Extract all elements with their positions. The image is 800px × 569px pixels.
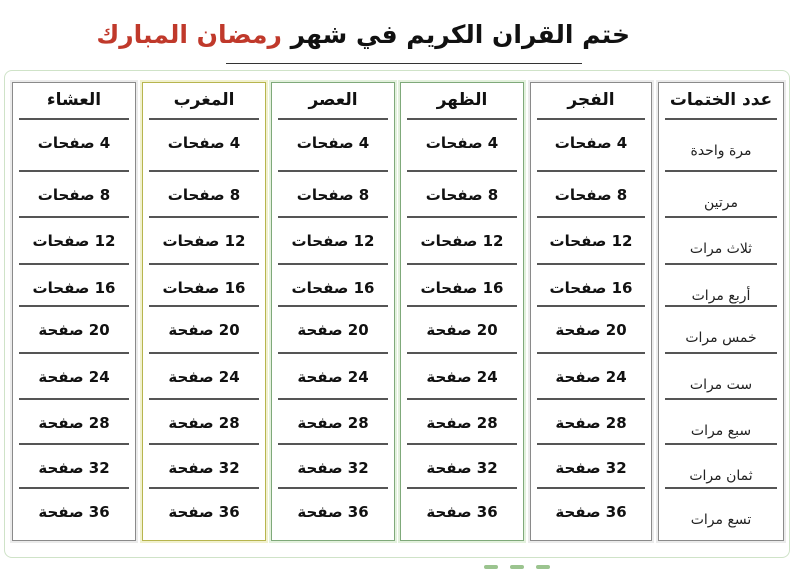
column-asr bbox=[271, 82, 395, 541]
row-divider bbox=[665, 487, 777, 489]
row-label: مرتين bbox=[704, 195, 739, 211]
table-cell: 4 صفحات bbox=[37, 134, 111, 152]
row-divider bbox=[537, 170, 645, 172]
table-cell: 16 صفحات bbox=[420, 279, 504, 297]
table-cell: 32 صفحة bbox=[168, 459, 240, 477]
row-divider bbox=[19, 305, 129, 307]
row-divider bbox=[665, 352, 777, 354]
row-divider bbox=[407, 487, 517, 489]
row-divider bbox=[665, 216, 777, 218]
row-divider bbox=[149, 487, 259, 489]
row-divider bbox=[278, 305, 388, 307]
table-cell: 4 صفحات bbox=[425, 134, 499, 152]
row-divider bbox=[278, 263, 388, 265]
table-cell: 12 صفحات bbox=[420, 232, 504, 250]
row-divider bbox=[19, 487, 129, 489]
row-divider bbox=[407, 398, 517, 400]
title-main: ختم القران الكريم في شهر bbox=[290, 20, 630, 49]
row-label: أربع مرات bbox=[691, 288, 751, 304]
table-cell: 20 صفحة bbox=[297, 321, 369, 339]
row-divider bbox=[665, 398, 777, 400]
row-divider bbox=[407, 170, 517, 172]
row-divider bbox=[537, 263, 645, 265]
row-divider bbox=[278, 487, 388, 489]
table-cell: 32 صفحة bbox=[297, 459, 369, 477]
row-divider bbox=[19, 263, 129, 265]
bottom-decoration bbox=[484, 561, 574, 569]
table-cell: 4 صفحات bbox=[167, 134, 241, 152]
row-divider bbox=[149, 263, 259, 265]
table-cell: 4 صفحات bbox=[554, 134, 628, 152]
column-count bbox=[658, 82, 784, 541]
table-cell: 8 صفحات bbox=[554, 186, 628, 204]
row-divider bbox=[278, 352, 388, 354]
column-header: المغرب bbox=[173, 90, 235, 110]
table-cell: 32 صفحة bbox=[426, 459, 498, 477]
row-divider bbox=[537, 443, 645, 445]
table-cell: 24 صفحة bbox=[38, 368, 110, 386]
table-cell: 20 صفحة bbox=[38, 321, 110, 339]
table-cell: 28 صفحة bbox=[38, 414, 110, 432]
row-divider bbox=[278, 216, 388, 218]
row-divider bbox=[149, 170, 259, 172]
table-cell: 24 صفحة bbox=[555, 368, 627, 386]
table-cell: 4 صفحات bbox=[296, 134, 370, 152]
row-divider bbox=[407, 352, 517, 354]
table-cell: 32 صفحة bbox=[38, 459, 110, 477]
table-cell: 36 صفحة bbox=[38, 503, 110, 521]
row-divider bbox=[149, 216, 259, 218]
row-divider bbox=[537, 305, 645, 307]
row-divider bbox=[149, 398, 259, 400]
row-divider bbox=[19, 352, 129, 354]
table-cell: 28 صفحة bbox=[168, 414, 240, 432]
row-divider bbox=[537, 487, 645, 489]
table-cell: 36 صفحة bbox=[555, 503, 627, 521]
column-dhuhr bbox=[400, 82, 524, 541]
table-cell: 16 صفحات bbox=[549, 279, 633, 297]
table-cell: 20 صفحة bbox=[555, 321, 627, 339]
row-divider bbox=[407, 216, 517, 218]
row-divider bbox=[665, 170, 777, 172]
table-cell: 20 صفحة bbox=[168, 321, 240, 339]
table-cell: 12 صفحات bbox=[549, 232, 633, 250]
row-label: ست مرات bbox=[689, 377, 753, 393]
row-divider bbox=[278, 118, 388, 120]
row-divider bbox=[19, 216, 129, 218]
row-label: خمس مرات bbox=[685, 330, 757, 346]
row-divider bbox=[407, 118, 517, 120]
column-header: العشاء bbox=[46, 90, 102, 110]
column-header: الفجر bbox=[567, 90, 615, 110]
row-label: سبع مرات bbox=[690, 423, 752, 439]
row-divider bbox=[537, 398, 645, 400]
row-divider bbox=[149, 352, 259, 354]
row-label: مرة واحدة bbox=[690, 143, 752, 159]
column-header: الظهر bbox=[436, 90, 488, 110]
row-label: ثلاث مرات bbox=[689, 241, 753, 257]
table-cell: 20 صفحة bbox=[426, 321, 498, 339]
table-cell: 24 صفحة bbox=[297, 368, 369, 386]
row-divider bbox=[537, 216, 645, 218]
table-cell: 12 صفحات bbox=[291, 232, 375, 250]
row-divider bbox=[19, 443, 129, 445]
row-label: ثمان مرات bbox=[689, 468, 753, 484]
row-divider bbox=[19, 170, 129, 172]
column-fajr bbox=[530, 82, 652, 541]
row-divider bbox=[665, 118, 777, 120]
table-cell: 16 صفحات bbox=[32, 279, 116, 297]
table-cell: 8 صفحات bbox=[425, 186, 499, 204]
row-divider bbox=[407, 443, 517, 445]
table-cell: 36 صفحة bbox=[297, 503, 369, 521]
page-title bbox=[96, 18, 630, 52]
table-cell: 36 صفحة bbox=[168, 503, 240, 521]
row-label: تسع مرات bbox=[690, 512, 752, 528]
table-cell: 28 صفحة bbox=[426, 414, 498, 432]
table-cell: 16 صفحات bbox=[162, 279, 246, 297]
table-cell: 8 صفحات bbox=[296, 186, 370, 204]
row-divider bbox=[537, 352, 645, 354]
row-divider bbox=[665, 305, 777, 307]
row-divider bbox=[19, 398, 129, 400]
row-divider bbox=[149, 305, 259, 307]
table-cell: 8 صفحات bbox=[37, 186, 111, 204]
table-cell: 24 صفحة bbox=[168, 368, 240, 386]
table-cell: 16 صفحات bbox=[291, 279, 375, 297]
table-cell: 28 صفحة bbox=[555, 414, 627, 432]
table-cell: 32 صفحة bbox=[555, 459, 627, 477]
row-divider bbox=[665, 443, 777, 445]
row-divider bbox=[19, 118, 129, 120]
row-divider bbox=[278, 398, 388, 400]
table-cell: 12 صفحات bbox=[32, 232, 116, 250]
column-header: العصر bbox=[308, 90, 358, 110]
column-maghrib bbox=[142, 82, 266, 541]
row-divider bbox=[407, 263, 517, 265]
table-cell: 28 صفحة bbox=[297, 414, 369, 432]
table-cell: 36 صفحة bbox=[426, 503, 498, 521]
table-cell: 12 صفحات bbox=[162, 232, 246, 250]
row-divider bbox=[407, 305, 517, 307]
row-divider bbox=[278, 443, 388, 445]
row-divider bbox=[278, 170, 388, 172]
row-divider bbox=[665, 263, 777, 265]
title-underline bbox=[226, 63, 582, 64]
title-accent: رمضان المبارك bbox=[96, 20, 282, 49]
row-divider bbox=[149, 118, 259, 120]
table-cell: 24 صفحة bbox=[426, 368, 498, 386]
row-divider bbox=[149, 443, 259, 445]
table-cell: 8 صفحات bbox=[167, 186, 241, 204]
column-isha bbox=[12, 82, 136, 541]
column-header: عدد الختمات bbox=[669, 90, 773, 110]
row-divider bbox=[537, 118, 645, 120]
